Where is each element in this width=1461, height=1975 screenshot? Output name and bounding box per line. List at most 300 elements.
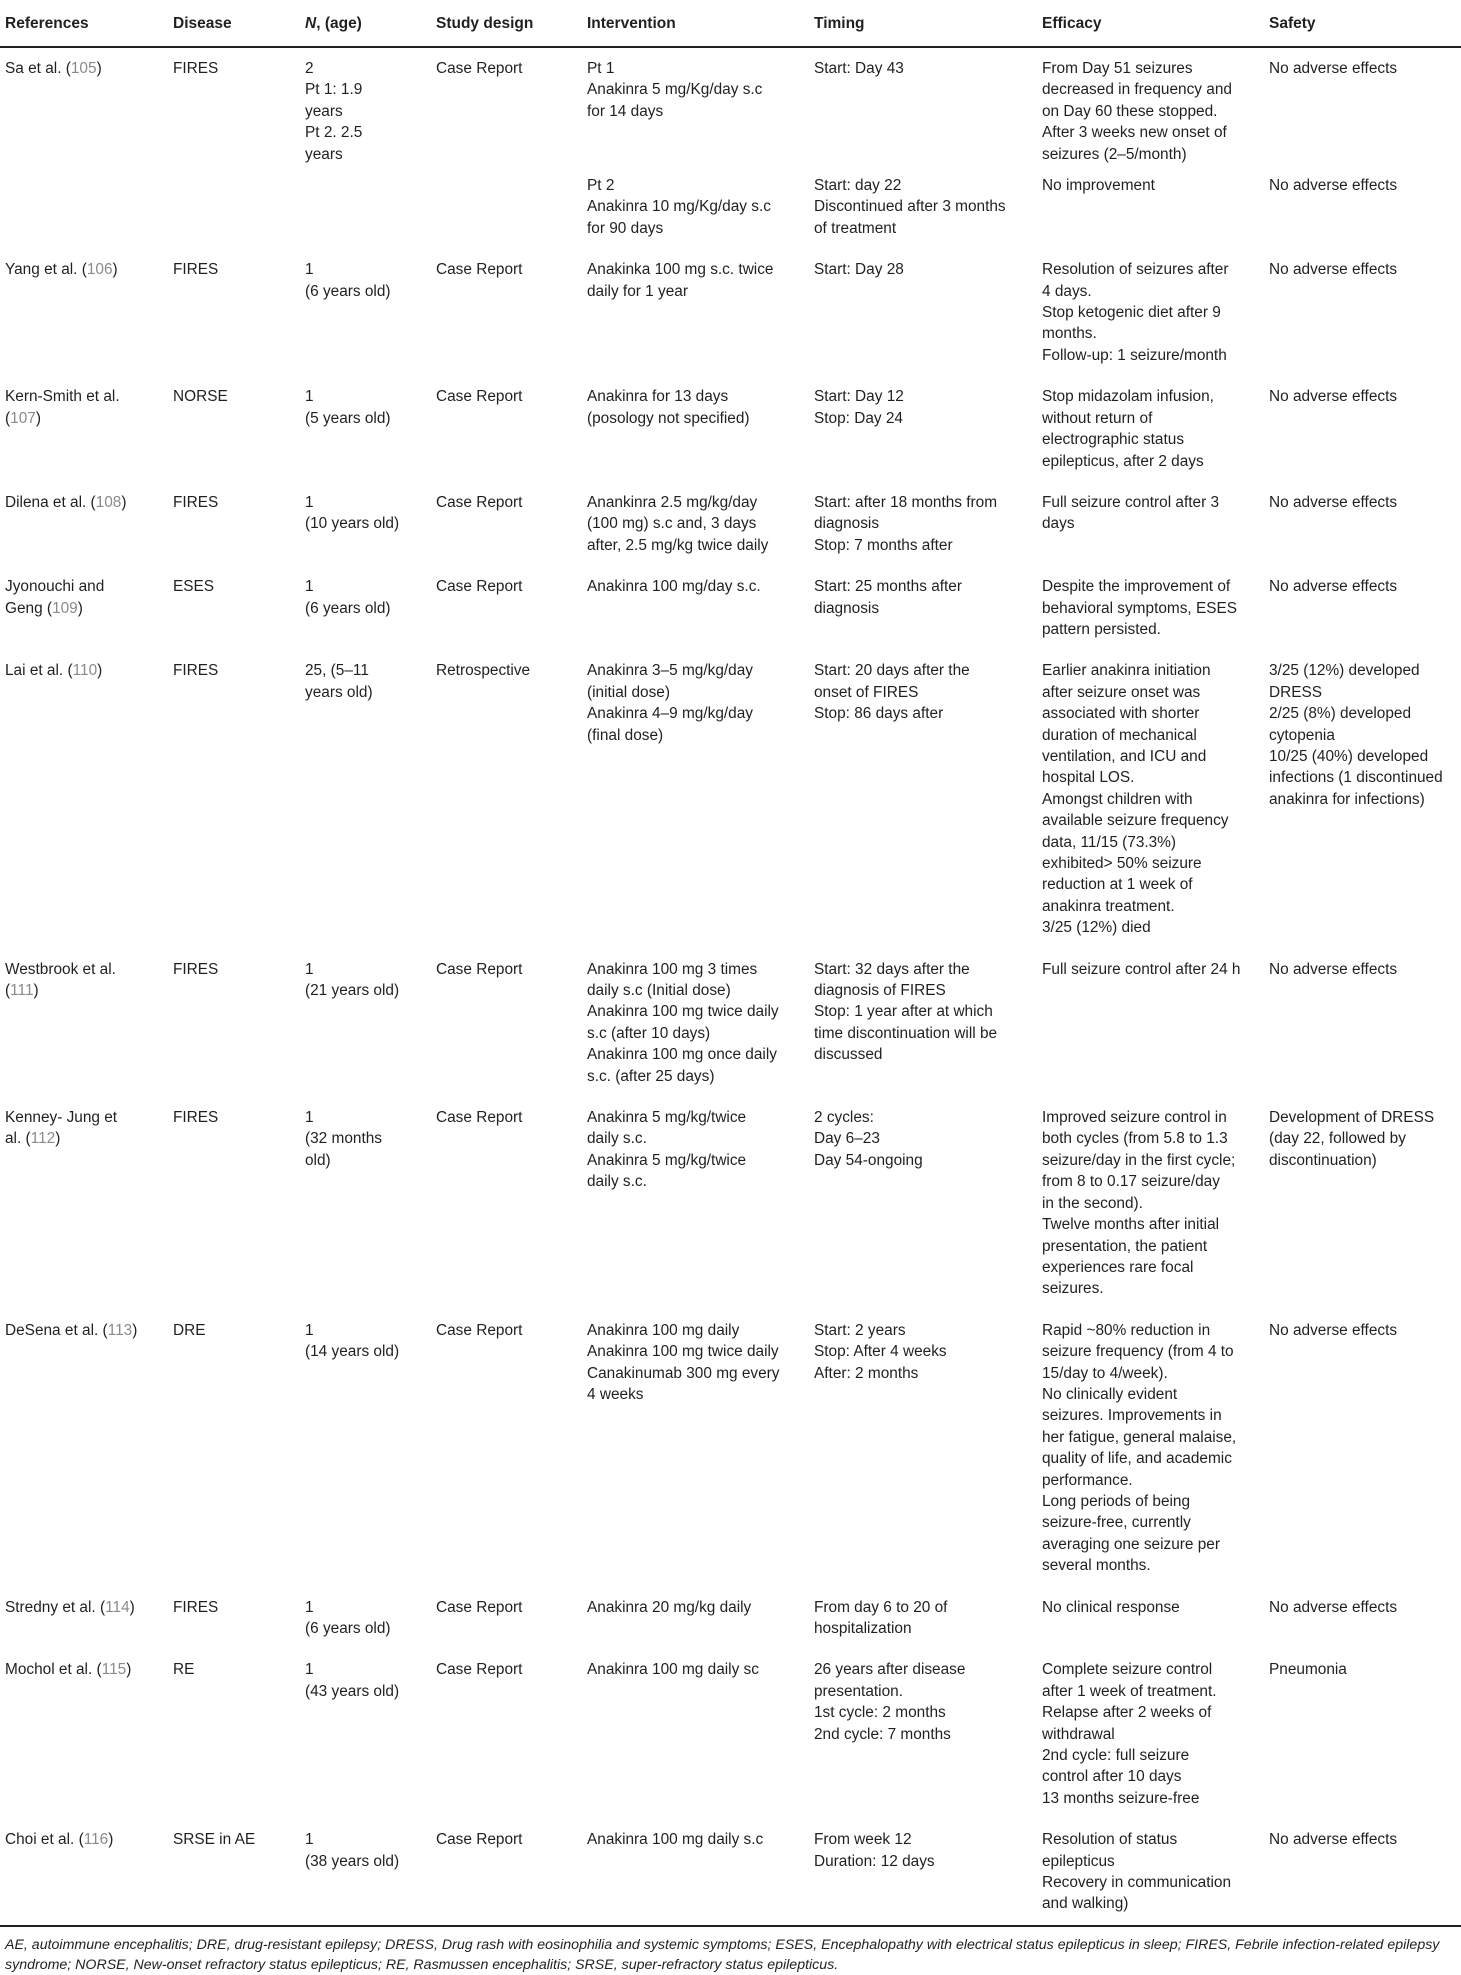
citation-number[interactable]: 105 bbox=[70, 60, 97, 77]
cell-line: No adverse effects bbox=[1269, 388, 1398, 406]
cell-line: 2/25 (8%) developed bbox=[1269, 705, 1412, 723]
cell-line: 2 bbox=[305, 60, 314, 77]
cell-line: time discontinuation will be bbox=[814, 1024, 998, 1042]
cell-line: Start: 2 years bbox=[814, 1321, 906, 1339]
cell-line: years old) bbox=[305, 683, 373, 701]
reference-text: Sa et al. ( bbox=[5, 60, 71, 77]
cell-line: 2 cycles: bbox=[814, 1109, 874, 1127]
cell-line: Long periods of being bbox=[1042, 1492, 1191, 1510]
cell-line: daily s.c. bbox=[587, 1173, 647, 1191]
cell-timing bbox=[808, 1819, 1036, 1926]
cell-line: Amongst children with bbox=[1042, 790, 1193, 808]
cell-line: No adverse effects bbox=[1269, 261, 1398, 279]
cell-study-design bbox=[430, 1587, 581, 1650]
cell-study-design bbox=[430, 376, 581, 482]
reference-text: Yang et al. ( bbox=[5, 261, 87, 279]
cell-references bbox=[0, 566, 167, 650]
cell-line: performance. bbox=[1042, 1471, 1133, 1489]
cell-study-design bbox=[430, 1097, 581, 1310]
cell-line: Despite the improvement of bbox=[1042, 578, 1231, 596]
cell-line: Improved seizure control in bbox=[1042, 1109, 1227, 1127]
cell-line: Anakinka 100 mg s.c. twice bbox=[587, 261, 774, 279]
cell-line: Anakinra 100 mg 3 times bbox=[587, 960, 758, 978]
cell-study-design bbox=[430, 1310, 581, 1587]
cell-line: averaging one seizure per bbox=[1042, 1535, 1220, 1553]
cell-n-age bbox=[299, 650, 430, 948]
cell-timing bbox=[808, 1649, 1036, 1819]
header-safety: Safety bbox=[1263, 0, 1461, 47]
cell-line: cytopenia bbox=[1269, 726, 1335, 744]
reference-citation-line bbox=[5, 1829, 161, 1850]
cell-line: 15/day to 4/week). bbox=[1042, 1364, 1168, 1382]
table-row bbox=[0, 949, 1461, 1097]
cell-timing bbox=[808, 566, 1036, 650]
cell-references bbox=[0, 482, 167, 566]
cell-line: Anakinra 5 mg/kg/twice bbox=[587, 1109, 747, 1127]
cell-intervention bbox=[581, 650, 808, 948]
reference-text: Choi et al. ( bbox=[5, 1831, 84, 1849]
reference-citation-line bbox=[5, 980, 161, 1001]
cell-line: Stop ketogenic diet after 9 bbox=[1042, 304, 1221, 322]
cell-line: FIRES bbox=[173, 1598, 219, 1616]
header-n-rest: , (age) bbox=[316, 15, 362, 32]
cell-line: (initial dose) bbox=[587, 683, 670, 701]
cell-intervention bbox=[581, 165, 808, 249]
cell-line: No adverse effects bbox=[1269, 1831, 1398, 1849]
cell-line: 25, (5–11 bbox=[305, 662, 369, 680]
cell-line: Case Report bbox=[436, 1109, 523, 1127]
cell-line: Recovery in communication bbox=[1042, 1874, 1232, 1892]
cell-line: 2nd cycle: 7 months bbox=[814, 1725, 951, 1743]
table-row bbox=[0, 566, 1461, 650]
cell-n-age bbox=[299, 1819, 430, 1926]
cell-n-age bbox=[299, 1310, 430, 1587]
citation-number[interactable]: 108 bbox=[95, 493, 122, 511]
cell-line: Anakinra 100 mg/day s.c. bbox=[587, 578, 761, 596]
cell-line: after, 2.5 mg/kg twice daily bbox=[587, 536, 769, 554]
cell-references bbox=[0, 650, 167, 948]
cell-timing bbox=[808, 376, 1036, 482]
cell-n-age bbox=[299, 1097, 430, 1310]
cell-safety bbox=[1263, 249, 1461, 376]
cell-line: for 14 days bbox=[587, 102, 664, 120]
cell-line: Pt 1: 1.9 bbox=[305, 81, 363, 99]
cell-intervention bbox=[581, 249, 808, 376]
cell-disease bbox=[167, 47, 299, 165]
cell-line: days bbox=[1042, 515, 1075, 533]
cell-line: after seizure onset was bbox=[1042, 683, 1201, 701]
cell-line: 1 bbox=[305, 578, 314, 596]
cell-line: discussed bbox=[814, 1046, 883, 1064]
reference-citation-line bbox=[5, 598, 161, 619]
cell-line: No clinical response bbox=[1042, 1598, 1180, 1616]
cell-line: without return of bbox=[1042, 409, 1153, 427]
cell-disease bbox=[167, 1649, 299, 1819]
cell-line: anakinra treatment. bbox=[1042, 897, 1175, 915]
cell-safety bbox=[1263, 1097, 1461, 1310]
cell-line: Start: Day 28 bbox=[814, 261, 904, 279]
cell-line: From Day 51 seizures bbox=[1042, 60, 1193, 77]
cell-line: (6 years old) bbox=[305, 282, 391, 300]
table-row bbox=[0, 482, 1461, 566]
cell-line: epilepticus, after 2 days bbox=[1042, 452, 1204, 470]
cell-safety bbox=[1263, 1649, 1461, 1819]
header-references: References bbox=[0, 0, 167, 47]
cell-line: 1 bbox=[305, 1661, 314, 1679]
cell-line: 1 bbox=[305, 1831, 314, 1849]
cell-efficacy bbox=[1036, 482, 1263, 566]
cell-line: No adverse effects bbox=[1269, 1321, 1398, 1339]
cell-line: seizure/day in the first cycle; bbox=[1042, 1151, 1236, 1169]
cell-line: Case Report bbox=[436, 1661, 523, 1679]
citation-number[interactable]: 113 bbox=[107, 1321, 133, 1339]
cell-line: Stop: After 4 weeks bbox=[814, 1343, 947, 1361]
cell-line: Anakinra for 13 days bbox=[587, 388, 729, 406]
cell-line: presentation, the patient bbox=[1042, 1237, 1208, 1255]
citation-number[interactable]: 111 bbox=[10, 982, 34, 1000]
cell-line: s.c (after 10 days) bbox=[587, 1024, 711, 1042]
cell-line: hospital LOS. bbox=[1042, 769, 1135, 787]
cell-efficacy bbox=[1036, 1819, 1263, 1926]
cell-line: Duration: 12 days bbox=[814, 1852, 935, 1870]
cell-disease bbox=[167, 165, 299, 249]
cell-line: diagnosis bbox=[814, 599, 880, 617]
cell-line: (32 months bbox=[305, 1130, 382, 1148]
cell-line: 3/25 (12%) died bbox=[1042, 919, 1151, 937]
reference-text: DeSena et al. ( bbox=[5, 1321, 108, 1339]
cell-line: exhibited> 50% seizure bbox=[1042, 855, 1202, 872]
cell-safety bbox=[1263, 1819, 1461, 1926]
cell-line: Resolution of status bbox=[1042, 1831, 1178, 1849]
cell-efficacy bbox=[1036, 47, 1263, 165]
cell-line: No adverse effects bbox=[1269, 578, 1398, 596]
cell-disease bbox=[167, 1097, 299, 1310]
cell-line: Anakinra 100 mg daily bbox=[587, 1321, 740, 1339]
citation-number[interactable]: 110 bbox=[72, 662, 98, 680]
cell-line: Anakinra 100 mg daily sc bbox=[587, 1661, 759, 1679]
reference-text: ) bbox=[97, 662, 103, 680]
cell-line: FIRES bbox=[173, 493, 219, 511]
cell-efficacy bbox=[1036, 376, 1263, 482]
cell-study-design bbox=[430, 650, 581, 948]
table-row bbox=[0, 47, 1461, 165]
cell-study-design bbox=[430, 482, 581, 566]
cell-intervention bbox=[581, 566, 808, 650]
cell-line: 2nd cycle: full seizure bbox=[1042, 1747, 1190, 1765]
cell-line: From week 12 bbox=[814, 1831, 912, 1849]
header-study-design: Study design bbox=[430, 0, 581, 47]
cell-line: Stop: 1 year after at which bbox=[814, 1003, 993, 1021]
cell-n-age bbox=[299, 949, 430, 1097]
cell-line: Pneumonia bbox=[1269, 1661, 1347, 1679]
cell-line: Full seizure control after 3 bbox=[1042, 493, 1220, 511]
cell-line: data, 11/15 (73.3%) bbox=[1042, 833, 1177, 851]
cell-line: Stop midazolam infusion, bbox=[1042, 388, 1214, 406]
cell-n-age bbox=[299, 1587, 430, 1650]
cell-line: RE bbox=[173, 1661, 195, 1679]
cell-line: DRE bbox=[173, 1321, 206, 1339]
cell-line: Start: Day 43 bbox=[814, 60, 904, 77]
cell-efficacy bbox=[1036, 566, 1263, 650]
cell-line: 1 bbox=[305, 960, 314, 978]
cell-line: both cycles (from 5.8 to 1.3 bbox=[1042, 1130, 1228, 1148]
reference-author: Westbrook et al. bbox=[5, 960, 116, 978]
cell-safety bbox=[1263, 1310, 1461, 1587]
cell-line: 1 bbox=[305, 388, 314, 406]
cell-line: daily for 1 year bbox=[587, 282, 688, 300]
table-row bbox=[0, 1097, 1461, 1310]
cell-line: Anakinra 3–5 mg/kg/day bbox=[587, 662, 753, 680]
cell-line: (6 years old) bbox=[305, 1620, 391, 1637]
cell-line: Pt 1 bbox=[587, 60, 615, 77]
cell-line: hospitalization bbox=[814, 1620, 912, 1637]
cell-line: FIRES bbox=[173, 60, 219, 77]
cell-n-age bbox=[299, 165, 430, 249]
cell-line: (43 years old) bbox=[305, 1682, 400, 1700]
table-row bbox=[0, 1310, 1461, 1587]
table-row bbox=[0, 165, 1461, 249]
cell-line: Anakinra 5 mg/Kg/day s.c bbox=[587, 81, 763, 99]
cell-line: control after 10 days bbox=[1042, 1768, 1182, 1786]
cell-line: Start: 32 days after the bbox=[814, 960, 970, 978]
cell-line: Anakinra 100 mg twice daily bbox=[587, 1003, 779, 1021]
cell-line: 1st cycle: 2 months bbox=[814, 1704, 946, 1722]
cell-line: Pt 2 bbox=[587, 177, 615, 195]
reference-text: Geng ( bbox=[5, 599, 53, 617]
reference-text: ) bbox=[77, 599, 83, 617]
reference-text: Dilena et al. ( bbox=[5, 493, 96, 511]
cell-line: 1 bbox=[305, 1598, 314, 1616]
table-footnote bbox=[0, 1927, 1450, 1975]
cell-line: Anankinra 2.5 mg/kg/day bbox=[587, 493, 758, 511]
cell-intervention bbox=[581, 1819, 808, 1926]
header-disease: Disease bbox=[167, 0, 299, 47]
cell-line: Day 54-ongoing bbox=[814, 1151, 923, 1169]
cell-safety bbox=[1263, 566, 1461, 650]
cell-study-design bbox=[430, 1649, 581, 1819]
cell-line: 10/25 (40%) developed bbox=[1269, 747, 1429, 765]
reference-text: ) bbox=[96, 60, 102, 77]
cell-efficacy bbox=[1036, 1310, 1263, 1587]
cell-line: 3/25 (12%) developed bbox=[1269, 662, 1420, 680]
cell-disease bbox=[167, 650, 299, 948]
header-n-age bbox=[299, 0, 430, 47]
cell-line: Canakinumab 300 mg every bbox=[587, 1364, 780, 1382]
reference-text: Mochol et al. ( bbox=[5, 1661, 102, 1679]
reference-text: ) bbox=[33, 982, 39, 1000]
citation-number[interactable]: 114 bbox=[105, 1598, 130, 1616]
cell-line: from 8 to 0.17 seizure/day bbox=[1042, 1173, 1220, 1191]
cell-line: several months. bbox=[1042, 1557, 1151, 1575]
cell-line: Stop: 86 days after bbox=[814, 705, 944, 723]
cell-timing bbox=[808, 249, 1036, 376]
cell-line: s.c. (after 25 days) bbox=[587, 1067, 715, 1085]
cell-references bbox=[0, 249, 167, 376]
cell-references bbox=[0, 1097, 167, 1310]
cell-line: (day 22, followed by bbox=[1269, 1130, 1406, 1148]
cell-study-design bbox=[430, 1819, 581, 1926]
cell-line: FIRES bbox=[173, 1109, 219, 1127]
cell-study-design bbox=[430, 249, 581, 376]
cell-line: Anakinra 5 mg/kg/twice bbox=[587, 1151, 747, 1169]
cell-disease bbox=[167, 482, 299, 566]
cell-safety bbox=[1263, 482, 1461, 566]
citation-number[interactable]: 109 bbox=[52, 599, 78, 617]
cell-line: No improvement bbox=[1042, 177, 1155, 195]
cell-line: Anakinra 100 mg twice daily bbox=[587, 1343, 779, 1361]
cell-intervention bbox=[581, 376, 808, 482]
cell-timing bbox=[808, 650, 1036, 948]
cell-safety bbox=[1263, 376, 1461, 482]
cell-line: ESES bbox=[173, 578, 215, 596]
cell-line: 4 weeks bbox=[587, 1385, 644, 1403]
cell-line: reduction at 1 week of bbox=[1042, 876, 1193, 894]
cell-line: quality of life, and academic bbox=[1042, 1450, 1232, 1468]
cell-line: after 1 week of treatment. bbox=[1042, 1682, 1217, 1700]
cell-line: (6 years old) bbox=[305, 599, 391, 617]
reference-author: Kenney- Jung et bbox=[5, 1109, 118, 1127]
cell-timing bbox=[808, 482, 1036, 566]
header-intervention: Intervention bbox=[581, 0, 808, 47]
cell-line: No adverse effects bbox=[1269, 60, 1398, 77]
cell-efficacy bbox=[1036, 165, 1263, 249]
cell-references bbox=[0, 1819, 167, 1926]
cell-line: discontinuation) bbox=[1269, 1151, 1377, 1169]
cell-line: seizure-free, currently bbox=[1042, 1514, 1191, 1532]
cell-references bbox=[0, 47, 167, 165]
cell-line: Case Report bbox=[436, 493, 523, 511]
cell-line: Follow-up: 1 seizure/month bbox=[1042, 346, 1227, 364]
cell-line: anakinra for infections) bbox=[1269, 790, 1425, 808]
cell-line: diagnosis bbox=[814, 515, 880, 533]
citation-number[interactable]: 107 bbox=[10, 409, 36, 427]
cell-line: (5 years old) bbox=[305, 409, 391, 427]
cell-line: available seizure frequency bbox=[1042, 812, 1229, 830]
header-n-italic: N bbox=[305, 15, 317, 32]
reference-citation-line bbox=[5, 259, 161, 280]
cell-line: 26 years after disease bbox=[814, 1661, 966, 1679]
header-efficacy: Efficacy bbox=[1036, 0, 1263, 47]
cell-intervention bbox=[581, 1587, 808, 1650]
citation-number[interactable]: 116 bbox=[83, 1831, 109, 1849]
footnote-line: AE, autoimmune encephalitis; DRE, drug-resistant epilepsy; DRESS, Drug rash with eosinophilia and systemic symptoms; ESES, Encephalopathy with electrical status epilepticus in sleep; FIRES, Febrile infection-related epilepsy bbox=[5, 1936, 1440, 1953]
reference-citation-line bbox=[5, 1128, 161, 1149]
cell-line: 13 months seizure-free bbox=[1042, 1789, 1200, 1807]
cell-line: seizures. bbox=[1042, 1280, 1104, 1298]
cell-disease bbox=[167, 249, 299, 376]
reference-text: ) bbox=[108, 1831, 114, 1849]
cell-line: in the second). bbox=[1042, 1194, 1143, 1212]
cell-safety bbox=[1263, 949, 1461, 1097]
cell-line: Resolution of seizures after bbox=[1042, 261, 1229, 279]
cell-references bbox=[0, 949, 167, 1097]
cell-line: old) bbox=[305, 1151, 331, 1169]
cell-line: Stop: Day 24 bbox=[814, 409, 903, 427]
cell-line: withdrawal bbox=[1042, 1725, 1115, 1743]
table-row bbox=[0, 1819, 1461, 1926]
cell-line: (10 years old) bbox=[305, 515, 400, 533]
cell-safety bbox=[1263, 165, 1461, 249]
cell-line: Case Report bbox=[436, 1831, 523, 1849]
cell-line: onset of FIRES bbox=[814, 683, 919, 701]
cell-line: FIRES bbox=[173, 960, 219, 978]
citation-number[interactable]: 106 bbox=[86, 261, 113, 279]
cell-line: Anakinra 100 mg daily s.c bbox=[587, 1831, 764, 1849]
cell-references bbox=[0, 1649, 167, 1819]
cell-line: Start: after 18 months from bbox=[814, 493, 998, 511]
cell-line: (final dose) bbox=[587, 726, 664, 744]
cell-safety bbox=[1263, 47, 1461, 165]
cell-intervention bbox=[581, 1649, 808, 1819]
cell-line: duration of mechanical bbox=[1042, 726, 1197, 744]
cell-line: experiences rare focal bbox=[1042, 1258, 1194, 1276]
cell-line: FIRES bbox=[173, 261, 219, 279]
reference-citation-line bbox=[5, 58, 161, 79]
reference-citation-line bbox=[5, 660, 161, 681]
reference-text: ( bbox=[5, 409, 11, 427]
cell-line: Rapid ~80% reduction in bbox=[1042, 1321, 1211, 1339]
cell-efficacy bbox=[1036, 650, 1263, 948]
cell-line: From day 6 to 20 of bbox=[814, 1598, 948, 1616]
cell-references bbox=[0, 1310, 167, 1587]
cell-line: Retrospective bbox=[436, 662, 531, 680]
cell-line: decreased in frequency and bbox=[1042, 81, 1232, 99]
cell-timing bbox=[808, 47, 1036, 165]
cell-disease bbox=[167, 566, 299, 650]
cell-line: months. bbox=[1042, 325, 1097, 343]
citation-number[interactable]: 112 bbox=[30, 1130, 56, 1148]
cell-efficacy bbox=[1036, 1097, 1263, 1310]
cell-line: No adverse effects bbox=[1269, 493, 1398, 511]
cell-timing bbox=[808, 1097, 1036, 1310]
cell-disease bbox=[167, 1310, 299, 1587]
cell-disease bbox=[167, 376, 299, 482]
cell-line: Case Report bbox=[436, 388, 523, 406]
cell-line: After: 2 months bbox=[814, 1364, 919, 1382]
cell-line: Pt 2. 2.5 bbox=[305, 124, 363, 142]
table-row bbox=[0, 1649, 1461, 1819]
cell-line: Anakinra 100 mg once daily bbox=[587, 1046, 777, 1064]
cell-line: Case Report bbox=[436, 261, 523, 279]
reference-text: ) bbox=[121, 493, 127, 511]
cell-line: Start: 25 months after bbox=[814, 578, 962, 596]
cell-study-design bbox=[430, 949, 581, 1097]
cell-line: Stop: 7 months after bbox=[814, 536, 953, 554]
cell-line: and walking) bbox=[1042, 1895, 1129, 1913]
cell-intervention bbox=[581, 482, 808, 566]
cell-line: 4 days. bbox=[1042, 282, 1092, 300]
cell-line: Full seizure control after 24 h bbox=[1042, 960, 1241, 978]
cell-line: (38 years old) bbox=[305, 1852, 400, 1870]
cell-line: Discontinued after 3 months bbox=[814, 198, 1006, 216]
cell-n-age bbox=[299, 47, 430, 165]
reference-citation-line bbox=[5, 1659, 161, 1680]
cell-line: Case Report bbox=[436, 1321, 523, 1339]
reference-author: Kern-Smith et al. bbox=[5, 388, 120, 406]
cell-line: epilepticus bbox=[1042, 1852, 1115, 1870]
cell-line: behavioral symptoms, ESES bbox=[1042, 599, 1238, 617]
cell-timing bbox=[808, 165, 1036, 249]
cell-line: Case Report bbox=[436, 960, 523, 978]
cell-line: 1 bbox=[305, 261, 314, 279]
reference-text: al. ( bbox=[5, 1130, 31, 1148]
cell-line: seizure frequency (from 4 to bbox=[1042, 1343, 1234, 1361]
citation-number[interactable]: 115 bbox=[101, 1661, 127, 1679]
cell-timing bbox=[808, 1310, 1036, 1587]
cell-line: 1 bbox=[305, 493, 314, 511]
cell-line: daily s.c. bbox=[587, 1130, 647, 1148]
cell-line: (14 years old) bbox=[305, 1343, 400, 1361]
